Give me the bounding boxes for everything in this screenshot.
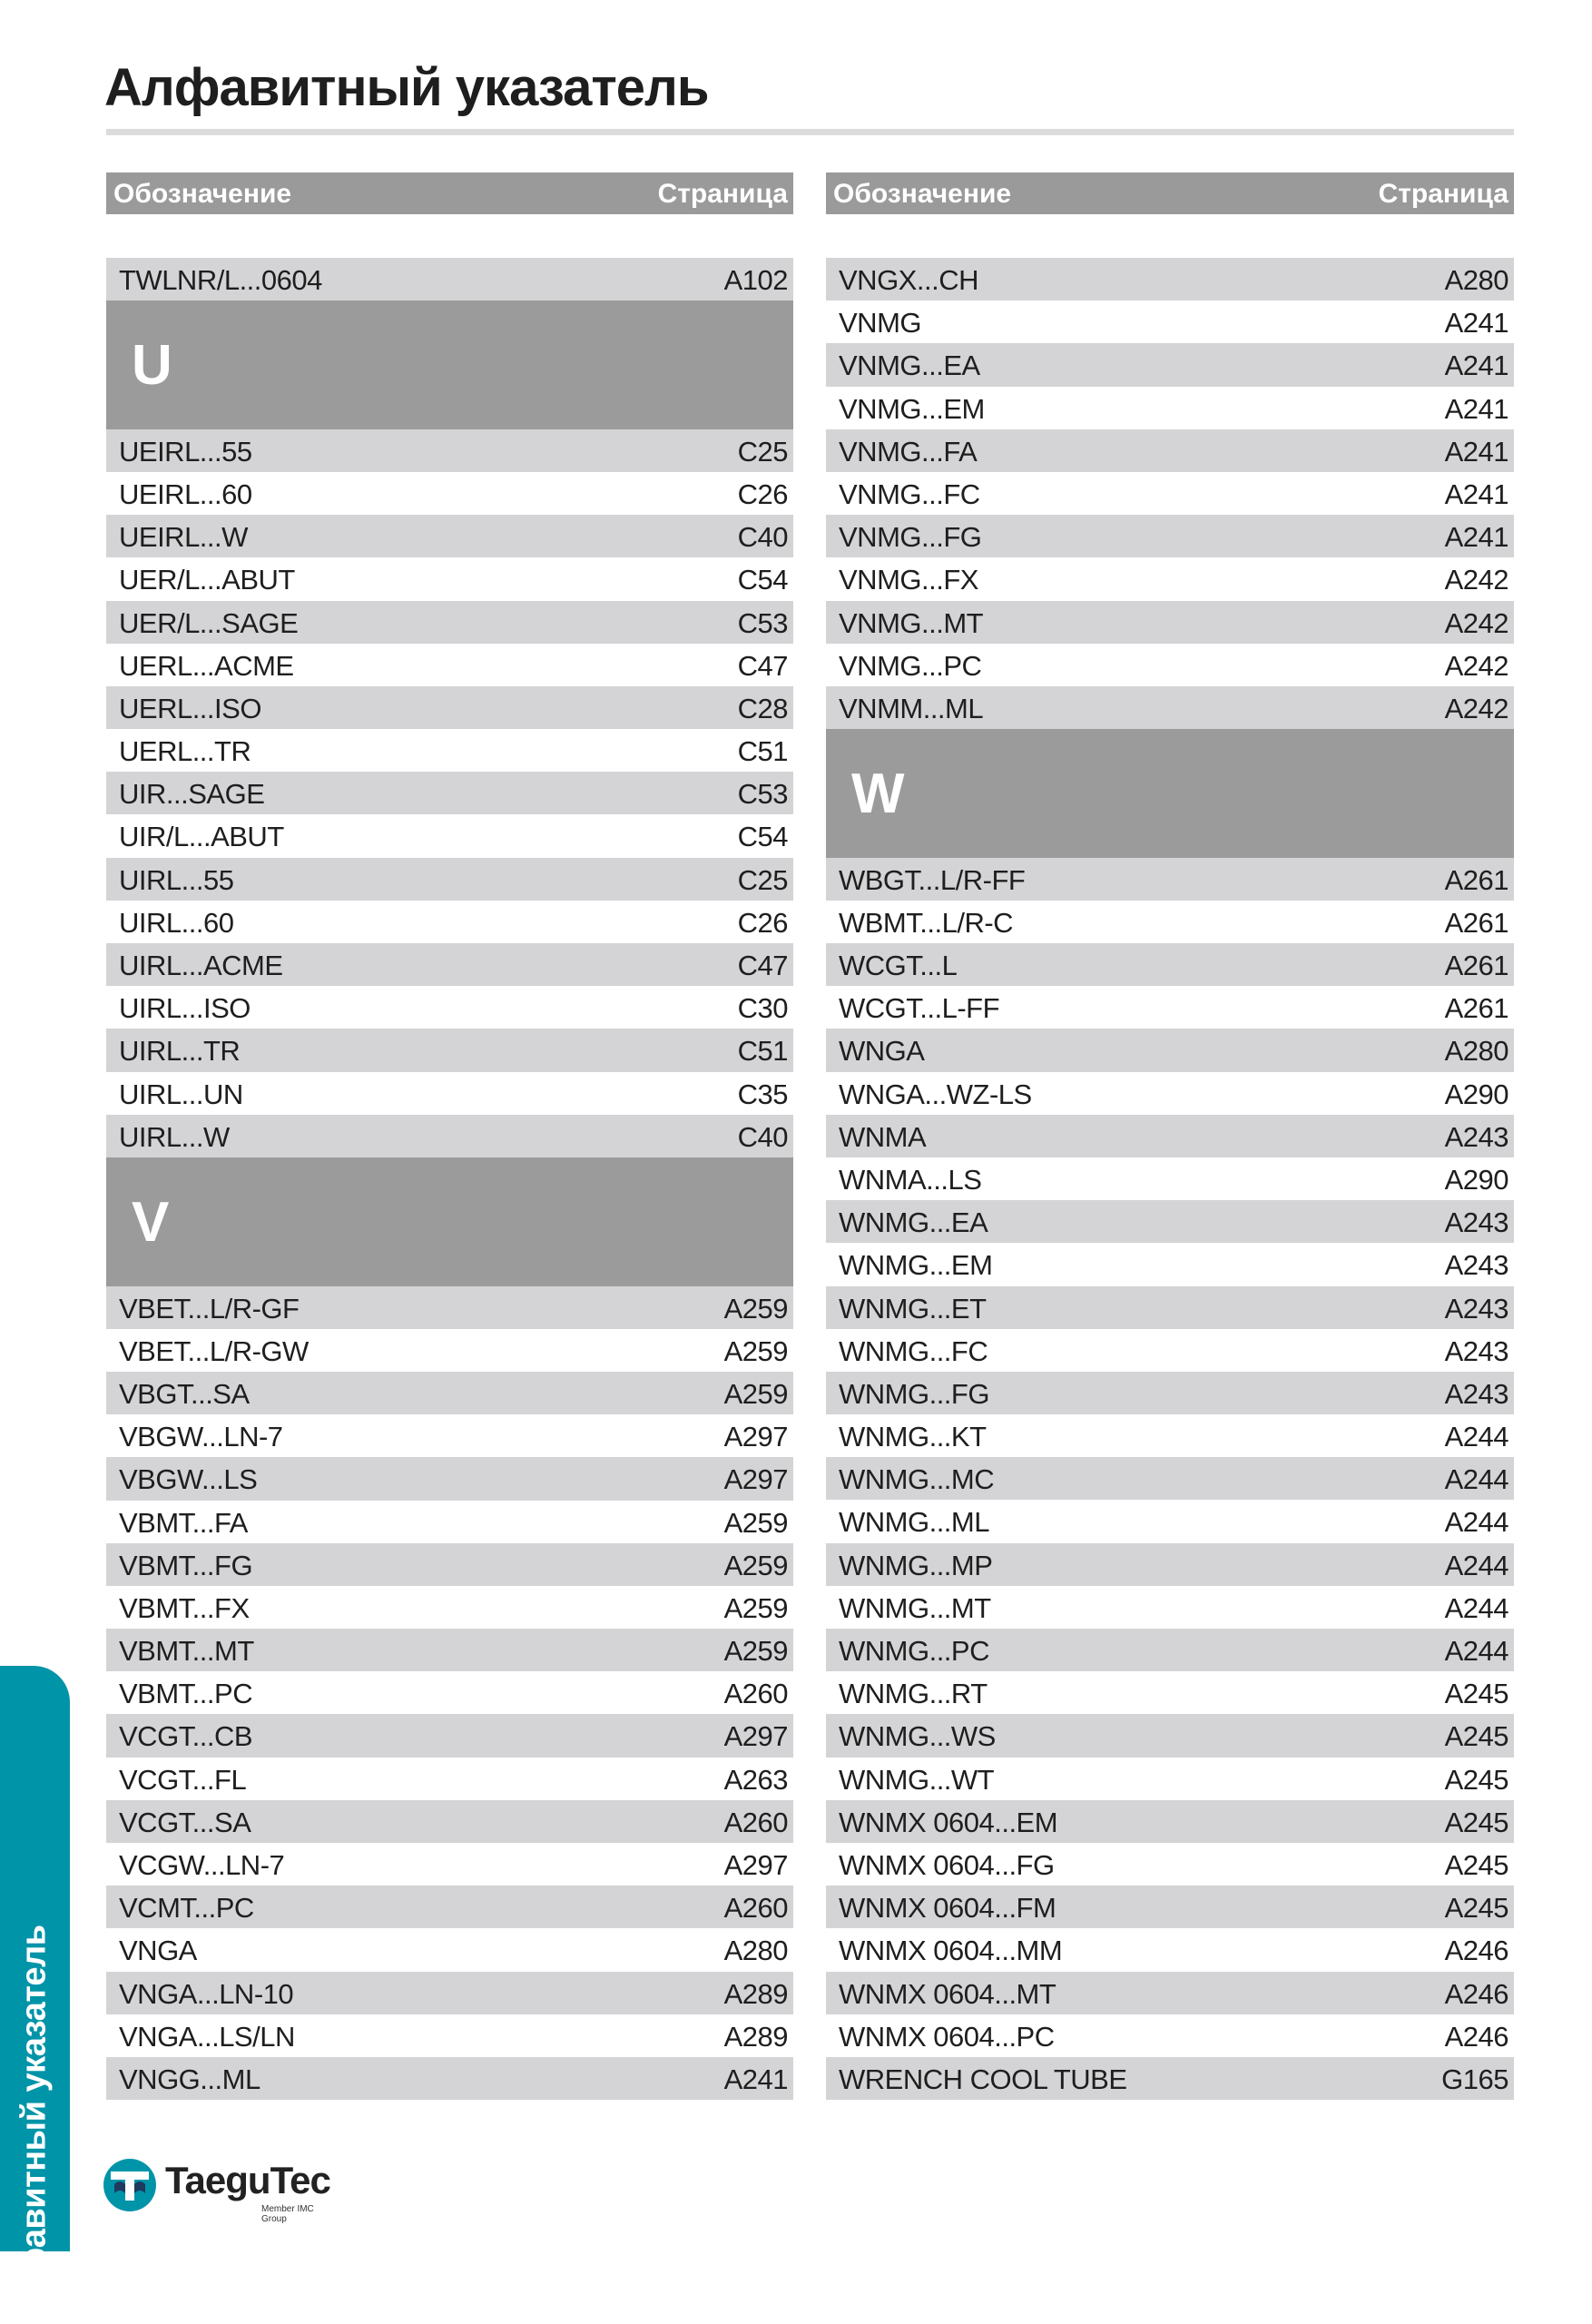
index-row [106,1029,793,1071]
designation: WNGA...WZ-LS [839,1078,1032,1110]
side-tab-label: Алфавитный указатель [15,1925,54,2324]
designation: VCGW...LN-7 [119,1849,285,1881]
page-number: A259 [723,1292,788,1324]
index-row [826,1800,1514,1843]
designation: WNMX 0604...MT [839,1977,1056,2010]
index-row [106,814,793,857]
page-number: A242 [1444,649,1508,682]
designation: WNMX 0604...FG [839,1848,1055,1881]
designation: WCGT...L [839,950,958,982]
page-number: C53 [737,606,788,639]
page-number: A243 [1444,1206,1508,1239]
page-number: A297 [723,1720,788,1753]
designation: VBET...L/R-GW [119,1334,309,1367]
index-row [826,258,1514,300]
index-row [826,1029,1514,1071]
page-number: A246 [1444,1935,1508,1967]
designation: UIRL...ISO [119,992,251,1025]
page-number: C30 [737,992,788,1025]
index-row [826,2057,1514,2100]
page-number: A259 [723,1377,788,1410]
index-row [106,986,793,1029]
title-divider [106,129,1514,135]
index-row [106,729,793,772]
designation: UIRL...55 [119,863,234,896]
index-row [106,1671,793,1714]
index-row [106,1843,793,1886]
page-number: A280 [723,1935,788,1967]
index-row [106,1800,793,1843]
page-number: A243 [1444,1377,1508,1410]
designation: VBGW...LN-7 [119,1421,283,1453]
index-row [826,1500,1514,1542]
index-row [106,557,793,600]
header-designation: Обозначение [113,179,292,209]
index-row [106,601,793,644]
designation: VNGG...ML [119,2063,260,2095]
designation: WRENCH COOL TUBE [839,2063,1127,2095]
page-number: A241 [1444,350,1508,382]
designation: VNMG...FX [839,564,978,596]
header-page: Страница [657,179,788,209]
index-row [106,943,793,986]
designation: VBMT...FG [119,1549,253,1581]
index-row [826,1972,1514,2014]
designation: VCGT...SA [119,1806,251,1838]
index-row [826,1543,1514,1586]
index-row [106,1115,793,1157]
designation: WBMT...L/R-C [839,906,1014,939]
index-row [106,1414,793,1457]
taegutec-logo-icon [102,2157,158,2213]
page-number: A259 [723,1549,788,1581]
index-row [106,1286,793,1329]
designation: WNMG...MT [839,1591,991,1624]
index-row [106,1758,793,1800]
designation: WNMG...PC [839,1635,989,1668]
page-number: C54 [737,564,788,596]
page-number: A241 [1444,478,1508,510]
index-row [106,2057,793,2100]
designation: VNGA [119,1935,197,1967]
page-number: A243 [1444,1120,1508,1153]
index-row [826,472,1514,515]
designation: VNMG...MT [839,606,984,639]
page-number: A261 [1444,992,1508,1025]
index-list-left [106,258,793,2100]
index-row [826,1928,1514,1971]
page-number: A261 [1444,950,1508,982]
designation: UIRL...ACME [119,950,283,982]
designation: WNMG...ET [839,1292,987,1324]
page-number: A260 [723,1806,788,1838]
index-row [826,1758,1514,1800]
page-number: A241 [1444,521,1508,554]
index-row [106,1972,793,2014]
page-number: A246 [1444,1977,1508,2010]
index-row [106,772,793,814]
page-number: A244 [1444,1591,1508,1624]
index-row [826,1629,1514,1671]
index-row [106,644,793,686]
index-row [826,1286,1514,1329]
designation: UERL...ACME [119,649,294,682]
designation: VNMG...EM [839,392,985,425]
section-letter-label: V [132,1190,170,1254]
page-number: A102 [723,264,788,296]
designation: WNMX 0604...FM [839,1892,1056,1925]
designation: WNMA [839,1120,927,1153]
page-title: Алфавитный указатель [104,58,709,117]
page-number: A263 [723,1763,788,1796]
designation: UIRL...UN [119,1078,243,1110]
designation: UEIRL...55 [119,435,252,468]
designation: WNMG...WS [839,1720,996,1753]
page-number: A242 [1444,606,1508,639]
index-row [826,943,1514,986]
header-page: Страница [1378,179,1508,209]
designation: WNGA [839,1035,925,1068]
page-number: A259 [723,1334,788,1367]
page-number: C51 [737,735,788,768]
index-row [826,1243,1514,1285]
page-number: G165 [1441,2063,1508,2095]
page-number: C25 [737,435,788,468]
index-row [106,258,793,300]
index-row [106,2014,793,2057]
designation: UIR...SAGE [119,778,265,811]
designation: VNGA...LS/LN [119,2020,295,2053]
page-number: C47 [737,950,788,982]
designation: VBMT...MT [119,1635,254,1668]
page-number: A245 [1444,1720,1508,1753]
designation: VNMG...PC [839,649,982,682]
designation: WNMG...FC [839,1334,988,1367]
index-row [826,1671,1514,1714]
page-number: C40 [737,1120,788,1153]
designation: VNMG...EA [839,350,980,382]
page-number: C40 [737,521,788,554]
designation: VBGT...SA [119,1377,250,1410]
page-number: A280 [1444,1035,1508,1068]
designation: VBGW...LS [119,1463,258,1496]
page-number: A244 [1444,1463,1508,1496]
designation: WNMX 0604...EM [839,1806,1058,1838]
designation: VCMT...PC [119,1892,254,1925]
designation: UER/L...ABUT [119,564,295,596]
index-row [106,1714,793,1757]
page-number: A297 [723,1463,788,1496]
designation: UEIRL...60 [119,478,252,510]
section-letter [826,729,1514,858]
designation: VBMT...FA [119,1506,248,1539]
page-number: A241 [1444,435,1508,468]
designation: UIRL...TR [119,1035,241,1068]
designation: WNMG...MC [839,1463,995,1496]
page-number: A246 [1444,2020,1508,2053]
designation: WNMG...EM [839,1249,993,1282]
index-row [106,686,793,729]
page-number: A242 [1444,564,1508,596]
column-header [826,172,1514,214]
index-row [106,1928,793,1971]
index-row [826,557,1514,600]
designation: VNGA...LN-10 [119,1977,294,2010]
page-number: A244 [1444,1421,1508,1453]
page-number: C47 [737,649,788,682]
page-number: A261 [1444,863,1508,896]
index-row [826,300,1514,343]
index-row [826,1886,1514,1928]
page-number: A245 [1444,1848,1508,1881]
designation: UEIRL...W [119,521,248,554]
designation: UER/L...SAGE [119,606,299,639]
designation: WCGT...L-FF [839,992,1000,1025]
page-number: A244 [1444,1506,1508,1539]
index-row [826,901,1514,943]
page-number: C26 [737,478,788,510]
page-number: A259 [723,1635,788,1668]
designation: UIRL...W [119,1120,230,1153]
designation: VBMT...FX [119,1591,250,1624]
designation: VBET...L/R-GF [119,1292,300,1324]
designation: UIR/L...ABUT [119,821,284,853]
designation: VNMG...FG [839,521,982,554]
index-row [106,1372,793,1414]
index-row [826,2014,1514,2057]
designation: VNMG [839,307,921,340]
page-number: A297 [723,1421,788,1453]
index-row [826,1072,1514,1115]
index-row [826,1115,1514,1157]
index-row [826,1372,1514,1414]
index-row [106,429,793,472]
page-number: C25 [737,863,788,896]
index-row [106,472,793,515]
index-row [826,858,1514,901]
section-letter-label: W [851,763,905,826]
index-row [106,858,793,901]
page-number: C35 [737,1078,788,1110]
designation: TWLNR/L...0604 [119,264,322,296]
page-number: A245 [1444,1892,1508,1925]
logo-subtitle: Member IMC Group [261,2204,314,2224]
page-number: C28 [737,692,788,724]
index-row [106,1457,793,1500]
designation: VCGT...CB [119,1720,253,1753]
page-number: A259 [723,1506,788,1539]
section-letter-label: U [132,334,172,398]
index-row [826,1457,1514,1500]
index-row [826,1157,1514,1200]
index-row [826,1586,1514,1629]
index-row [826,686,1514,729]
designation: UERL...ISO [119,692,261,724]
page-number: A297 [723,1849,788,1881]
index-row [826,429,1514,472]
designation: WNMG...RT [839,1678,988,1710]
designation: UERL...TR [119,735,251,768]
page-number: A241 [1444,392,1508,425]
page-number: A245 [1444,1806,1508,1838]
designation: UIRL...60 [119,906,234,939]
designation: WBGT...L/R-FF [839,863,1026,896]
page-number: A242 [1444,692,1508,724]
page-number: C26 [737,906,788,939]
page-number: A244 [1444,1549,1508,1581]
index-row [826,644,1514,686]
designation: WNMG...KT [839,1421,987,1453]
designation: WNMX 0604...PC [839,2020,1055,2053]
designation: VBMT...PC [119,1678,253,1710]
index-row [826,1200,1514,1243]
index-row [106,1543,793,1586]
designation: VNGX...CH [839,264,978,296]
index-row [106,1586,793,1629]
index-row [106,1629,793,1671]
index-row [106,901,793,943]
section-letter [106,1157,793,1286]
designation: WNMG...MP [839,1549,993,1581]
header-designation: Обозначение [833,179,1012,209]
index-row [106,1501,793,1543]
page-number: A289 [723,2020,788,2053]
taegutec-logo [102,2153,338,2224]
designation: VNMG...FC [839,478,980,510]
page-number: A243 [1444,1292,1508,1324]
page-number: A243 [1444,1334,1508,1367]
page-number: A289 [723,1977,788,2010]
page-number: A259 [723,1591,788,1624]
index-list-right [826,258,1514,2100]
index-row [826,515,1514,557]
index-row [826,1414,1514,1457]
index-row [826,986,1514,1029]
page-number: C51 [737,1035,788,1068]
index-row [106,1886,793,1928]
index-row [106,1072,793,1115]
column-header [106,172,793,214]
logo-name: TaeguTec [165,2159,330,2201]
page-number: A290 [1444,1163,1508,1196]
page-number: C54 [737,821,788,853]
index-row [106,515,793,557]
designation: VNMG...FA [839,435,978,468]
page-number: A260 [723,1678,788,1710]
page-number: A245 [1444,1678,1508,1710]
page-number: A245 [1444,1763,1508,1796]
page-number: A244 [1444,1635,1508,1668]
designation: WNMG...ML [839,1506,989,1539]
index-row [826,1843,1514,1886]
page-number: A243 [1444,1249,1508,1282]
index-row [826,1329,1514,1372]
designation: WNMX 0604...MM [839,1935,1063,1967]
page-number: A241 [1444,307,1508,340]
index-row [826,601,1514,644]
page-number: A290 [1444,1078,1508,1110]
designation: WNMG...WT [839,1763,995,1796]
page-number: A261 [1444,906,1508,939]
section-letter [106,300,793,429]
index-row [826,387,1514,429]
page-number: A260 [723,1892,788,1925]
designation: WNMA...LS [839,1163,982,1196]
index-row [106,1329,793,1372]
designation: VCGT...FL [119,1763,247,1796]
designation: WNMG...FG [839,1377,989,1410]
page-number: A241 [723,2063,788,2095]
designation: VNMM...ML [839,692,984,724]
index-row [826,343,1514,386]
index-row [826,1714,1514,1757]
page-number: C53 [737,778,788,811]
page-number: A280 [1444,264,1508,296]
designation: WNMG...EA [839,1206,988,1239]
